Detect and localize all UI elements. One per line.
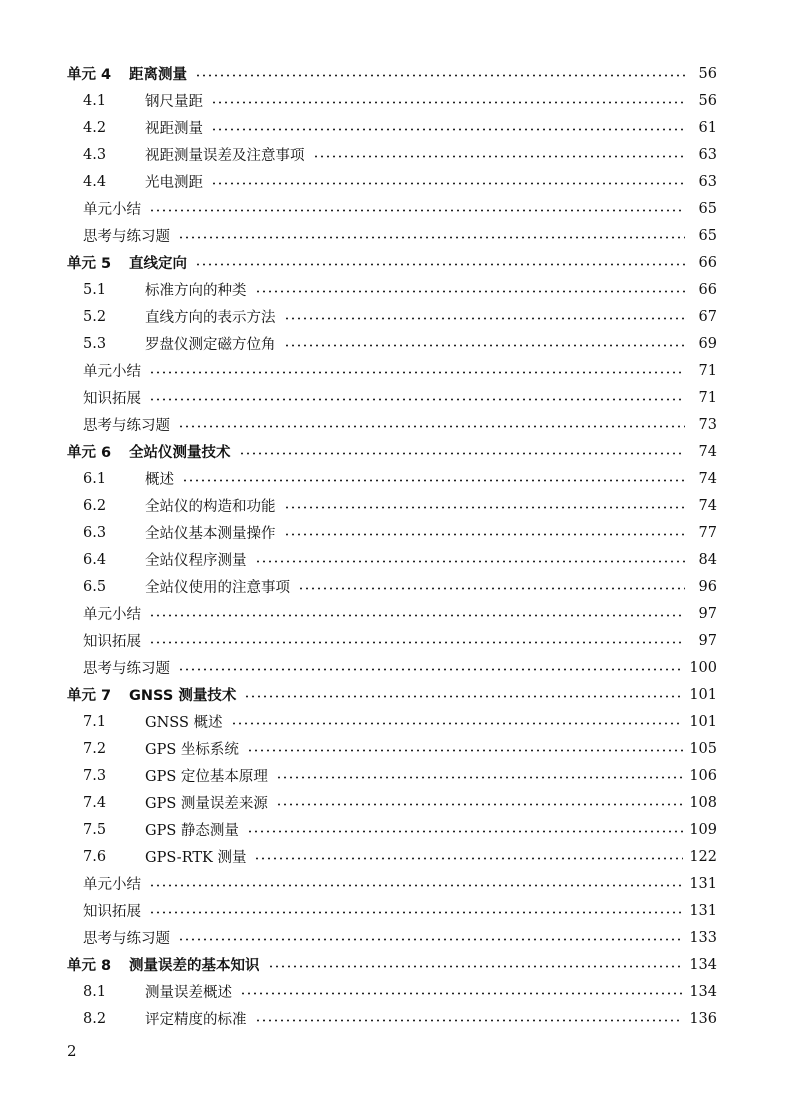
toc-entry-title: 直线定向: [129, 256, 187, 272]
toc-entry-unit[interactable]: [67, 60, 717, 87]
toc-entry-title: 单元小结: [83, 202, 141, 218]
dot-leader: [149, 371, 685, 375]
toc-entry-page: 74: [698, 470, 717, 487]
toc-entry-page: 63: [698, 146, 717, 163]
dot-leader: [211, 101, 685, 105]
toc-entry-number: 6.5: [83, 578, 107, 595]
toc-entry-extra[interactable]: [67, 357, 717, 384]
toc-entry-page: 97: [698, 632, 717, 649]
toc-entry-page: 71: [698, 389, 717, 406]
dot-leader: [178, 668, 683, 672]
toc-entry-page: 71: [698, 362, 717, 379]
dot-leader: [149, 884, 683, 888]
toc-entry-title: 测量误差的基本知识: [129, 958, 260, 974]
toc-entry-number: 单元 6: [67, 445, 112, 461]
dot-leader: [231, 722, 684, 726]
toc-entry-section[interactable]: [67, 1005, 717, 1032]
toc-entry-extra[interactable]: [67, 195, 717, 222]
toc-entry-number: 7.6: [83, 848, 107, 865]
dot-leader: [211, 182, 685, 186]
toc-entry-title: 评定精度的标准: [145, 1012, 247, 1028]
toc-entry-page: 63: [698, 173, 717, 190]
toc-entry-page: 84: [698, 551, 717, 568]
toc-entry-number: 6.2: [83, 497, 107, 514]
toc-entry-section[interactable]: [67, 978, 717, 1005]
toc-entry-page: 77: [698, 524, 717, 541]
toc-entry-title: 直线方向的表示方法: [145, 310, 276, 326]
toc-entry-title: GPS 测量误差来源: [145, 796, 268, 812]
toc-entry-page: 67: [698, 308, 717, 325]
dot-leader: [149, 641, 685, 645]
toc-entry-section[interactable]: [67, 573, 717, 600]
toc-entry-title: GNSS 测量技术: [129, 688, 237, 704]
toc-entry-section[interactable]: [67, 843, 717, 870]
toc-entry-unit[interactable]: [67, 438, 717, 465]
toc-entry-extra[interactable]: [67, 897, 717, 924]
toc-entry-section[interactable]: [67, 276, 717, 303]
toc-entry-page: 131: [689, 902, 717, 919]
toc-entry-section[interactable]: [67, 735, 717, 762]
toc-entry-page: 136: [689, 1010, 717, 1027]
dot-leader: [284, 317, 686, 321]
toc-entry-section[interactable]: [67, 546, 717, 573]
toc-entry-section[interactable]: [67, 708, 717, 735]
dot-leader: [247, 830, 683, 834]
toc-entry-number: 单元 4: [67, 67, 112, 83]
toc-entry-number: 4.3: [83, 146, 107, 163]
dot-leader: [276, 776, 683, 780]
dot-leader: [247, 749, 683, 753]
toc-entry-title: 概述: [145, 472, 174, 488]
toc-entry-section[interactable]: [67, 816, 717, 843]
toc-entry-page: 131: [689, 875, 717, 892]
toc-entry-number: 7.3: [83, 767, 107, 784]
toc-entry-page: 56: [698, 65, 717, 82]
toc-entry-title: 单元小结: [83, 364, 141, 380]
dot-leader: [149, 911, 683, 915]
toc-entry-section[interactable]: [67, 492, 717, 519]
dot-leader: [284, 533, 686, 537]
toc-entry-page: 122: [689, 848, 717, 865]
toc-entry-title: 知识拓展: [83, 634, 141, 650]
toc-entry-number: 5.1: [83, 281, 107, 298]
toc-entry-page: 73: [698, 416, 717, 433]
dot-leader: [313, 155, 686, 159]
page-number: 2: [67, 1042, 77, 1060]
toc-entry-extra[interactable]: [67, 654, 717, 681]
dot-leader: [149, 398, 685, 402]
dot-leader: [178, 425, 685, 429]
dot-leader: [211, 128, 685, 132]
toc-entry-extra[interactable]: [67, 870, 717, 897]
toc-entry-title: GPS 定位基本原理: [145, 769, 268, 785]
dot-leader: [178, 938, 683, 942]
toc-entry-title: 钢尺量距: [145, 94, 203, 110]
toc-entry-page: 134: [689, 956, 717, 973]
toc-entry-title: GPS-RTK 测量: [145, 850, 247, 866]
toc-entry-title: 光电测距: [145, 175, 203, 191]
toc-entry-title: 全站仪基本测量操作: [145, 526, 276, 542]
toc-entry-page: 109: [689, 821, 717, 838]
toc-entry-page: 65: [698, 227, 717, 244]
toc-entry-page: 105: [689, 740, 717, 757]
dot-leader: [239, 452, 686, 456]
dot-leader: [149, 209, 685, 213]
toc-entry-extra[interactable]: [67, 222, 717, 249]
toc-entry-section[interactable]: [67, 87, 717, 114]
toc-entry-title: 思考与练习题: [83, 229, 170, 245]
dot-leader: [284, 344, 686, 348]
toc-entry-page: 74: [698, 443, 717, 460]
toc-entry-number: 4.4: [83, 173, 107, 190]
toc-entry-number: 7.1: [83, 713, 107, 730]
toc-entry-section[interactable]: [67, 114, 717, 141]
toc-entry-title: 单元小结: [83, 877, 141, 893]
toc-entry-title: GNSS 概述: [145, 715, 223, 731]
toc-entry-title: 距离测量: [129, 67, 187, 83]
toc-entry-unit[interactable]: [67, 249, 717, 276]
dot-leader: [276, 803, 683, 807]
toc-entry-number: 6.1: [83, 470, 107, 487]
toc-entry-section[interactable]: [67, 303, 717, 330]
toc-entry-number: 8.1: [83, 983, 107, 1000]
toc-entry-number: 6.4: [83, 551, 107, 568]
toc-entry-title: 视距测量: [145, 121, 203, 137]
toc-entry-page: 106: [689, 767, 717, 784]
toc-entry-section[interactable]: [67, 789, 717, 816]
dot-leader: [178, 236, 685, 240]
toc-entry-title: 思考与练习题: [83, 661, 170, 677]
toc-entry-title: 知识拓展: [83, 904, 141, 920]
toc-entry-extra[interactable]: [67, 411, 717, 438]
toc-entry-section[interactable]: [67, 330, 717, 357]
toc-entry-number: 4.1: [83, 92, 107, 109]
dot-leader: [195, 263, 685, 267]
dot-leader: [255, 1019, 684, 1023]
toc-entry-title: 知识拓展: [83, 391, 141, 407]
toc-entry-section[interactable]: [67, 762, 717, 789]
toc-entry-title: GPS 坐标系统: [145, 742, 239, 758]
toc-entry-page: 66: [698, 254, 717, 271]
dot-leader: [255, 560, 686, 564]
dot-leader: [182, 479, 685, 483]
toc-entry-section[interactable]: [67, 168, 717, 195]
toc-entry-page: 100: [689, 659, 717, 676]
toc-entry-page: 108: [689, 794, 717, 811]
toc-entry-number: 4.2: [83, 119, 107, 136]
toc-entry-page: 65: [698, 200, 717, 217]
toc-entry-title: 全站仪的构造和功能: [145, 499, 276, 515]
toc-entry-title: 测量误差概述: [145, 985, 232, 1001]
toc-entry-unit[interactable]: [67, 951, 717, 978]
dot-leader: [240, 992, 683, 996]
toc-entry-page: 101: [689, 713, 717, 730]
toc-entry-extra[interactable]: [67, 924, 717, 951]
toc-entry-page: 69: [698, 335, 717, 352]
dot-leader: [254, 857, 683, 861]
dot-leader: [244, 695, 683, 699]
toc-entry-title: 全站仪程序测量: [145, 553, 247, 569]
toc-entry-number: 7.5: [83, 821, 107, 838]
toc-entry-page: 134: [689, 983, 717, 1000]
dot-leader: [195, 74, 685, 78]
toc-entry-number: 单元 7: [67, 688, 112, 704]
toc-entry-number: 6.3: [83, 524, 107, 541]
dot-leader: [255, 290, 686, 294]
toc-entry-title: 全站仪测量技术: [129, 445, 231, 461]
toc-entry-number: 8.2: [83, 1010, 107, 1027]
toc-entry-number: 5.2: [83, 308, 107, 325]
toc-entry-number: 单元 5: [67, 256, 112, 272]
toc-entry-section[interactable]: [67, 519, 717, 546]
toc-entry-number: 7.4: [83, 794, 107, 811]
toc-entry-title: 思考与练习题: [83, 418, 170, 434]
toc-entry-number: 5.3: [83, 335, 107, 352]
toc-entry-page: 66: [698, 281, 717, 298]
toc-entry-page: 61: [698, 119, 717, 136]
toc-entry-page: 133: [689, 929, 717, 946]
toc-entry-title: 单元小结: [83, 607, 141, 623]
toc-entry-number: 单元 8: [67, 958, 112, 974]
dot-leader: [298, 587, 685, 591]
toc-entry-title: 标准方向的种类: [145, 283, 247, 299]
table-of-contents: [67, 60, 717, 1032]
toc-entry-section[interactable]: [67, 465, 717, 492]
dot-leader: [149, 614, 685, 618]
dot-leader: [268, 965, 684, 969]
toc-entry-title: GPS 静态测量: [145, 823, 239, 839]
toc-entry-title: 全站仪使用的注意事项: [145, 580, 290, 596]
toc-entry-unit[interactable]: [67, 681, 717, 708]
toc-entry-extra[interactable]: [67, 600, 717, 627]
toc-entry-page: 101: [689, 686, 717, 703]
toc-entry-page: 96: [698, 578, 717, 595]
toc-entry-number: 7.2: [83, 740, 107, 757]
toc-entry-extra[interactable]: [67, 627, 717, 654]
dot-leader: [284, 506, 686, 510]
toc-entry-title: 罗盘仪测定磁方位角: [145, 337, 276, 353]
toc-entry-page: 56: [698, 92, 717, 109]
toc-entry-extra[interactable]: [67, 384, 717, 411]
toc-entry-title: 视距测量误差及注意事项: [145, 148, 305, 164]
toc-entry-title: 思考与练习题: [83, 931, 170, 947]
toc-entry-section[interactable]: [67, 141, 717, 168]
toc-entry-page: 74: [698, 497, 717, 514]
toc-entry-page: 97: [698, 605, 717, 622]
